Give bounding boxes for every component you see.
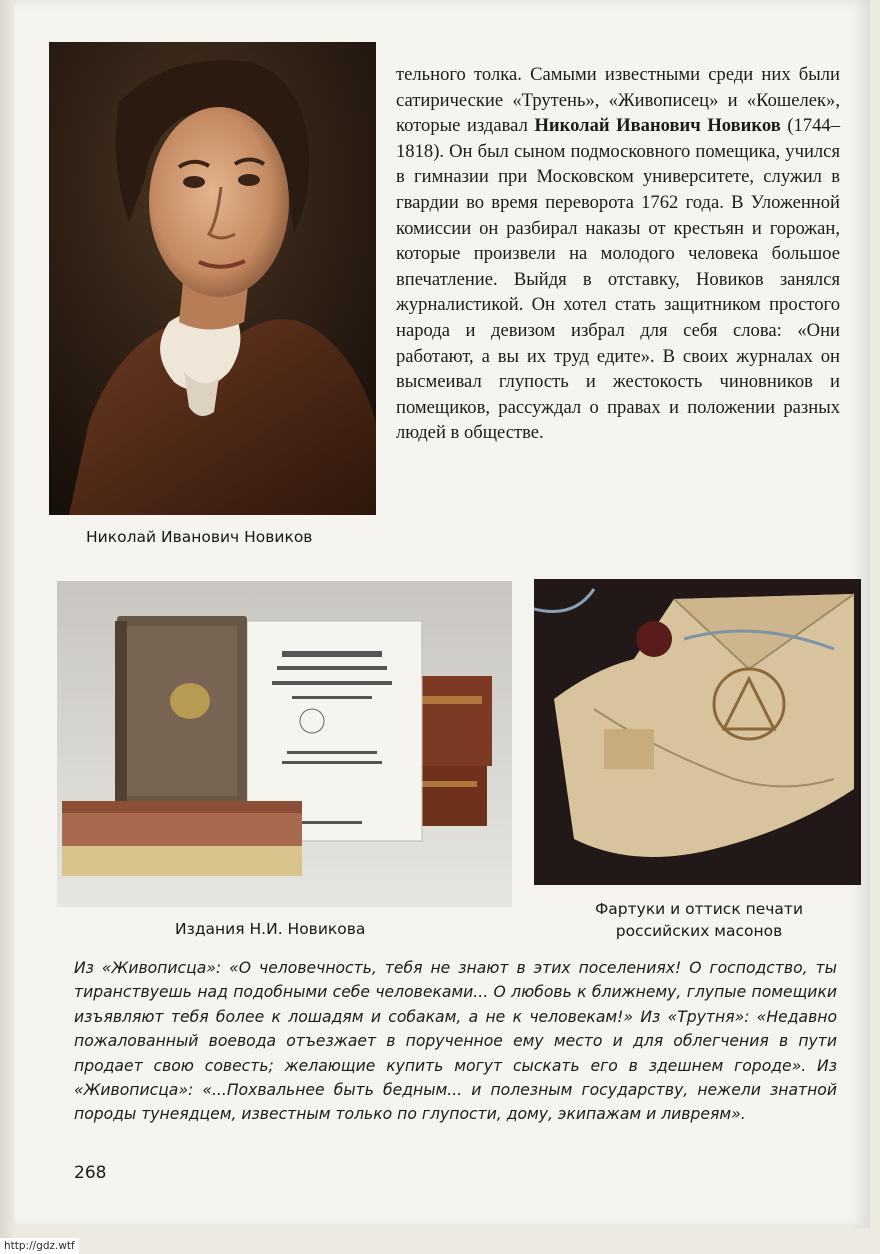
- source-watermark: http://gdz.wtf: [0, 1238, 79, 1254]
- aprons-caption: [583, 898, 815, 942]
- journal-quotes: Из «Живописца»: «О человечность, тебя не знают в этих поселениях! О господство, ты тиранствуешь над подобными себе человеками... О любовь к ближнему, глупые помещики изъявляют тебя более к лошадям и собакам, а не к человекам!» Из «Трутня»: «Недавно пожалованный воевода отъезжает в порученное ему место и для облегчения в пути продает свою совесть; желающие купить могут сыскать его в здешнем городе». Из «Живописца»: «...Похвальнее быть бедным... и полезным государству, нежели знатной породы тунеядцем, известным только по глупости, дому, экипажам и ливреям».: [74, 959, 837, 1124]
- books-image: [57, 581, 512, 907]
- aprons-image: [534, 579, 861, 885]
- main-text-part1: тельного толка. Самыми известными среди них были сатирические «Трутень», «Живописец» и «Кошелек», которые издавал: [396, 64, 840, 137]
- novikov-portrait: [49, 42, 376, 515]
- novikov-editions-photo: [57, 581, 512, 907]
- portrait-caption: Николай Иванович Новиков: [86, 528, 313, 546]
- page-number: 268: [74, 1163, 107, 1183]
- novikov-name-bold: Николай Иванович Новиков: [534, 115, 781, 137]
- main-paragraph: [396, 62, 840, 446]
- aprons-caption-line1: Фартуки и оттиск печати: [594, 900, 804, 918]
- main-text-part2: (1744–1818). Он был сыном подмосковного помещика, учился в гимназии при Московском университете, служил в гвардии во время переворота 1762 года. В Уложенной комиссии он разбирал наказы от крестьян и горожан, которые произвели на молодого человека большое впечатление. Выйдя в отставку, Новиков занялся журналистикой. Он хотел стать защитником простого народа и девизом избрал для себя слова: «Они работают, а вы их труд едите». В своих журналах он высмеивал глупость и жестокость чиновников и помещиков, рассуждал о правах и положении разных людей в обществе.: [396, 115, 840, 444]
- portrait-painting: [49, 42, 376, 515]
- page-left-margin: [0, 0, 14, 1254]
- books-caption: Издания Н.И. Новикова: [175, 920, 366, 938]
- masonic-aprons-photo: [534, 579, 861, 885]
- aprons-caption-line2: российских масонов: [615, 922, 783, 940]
